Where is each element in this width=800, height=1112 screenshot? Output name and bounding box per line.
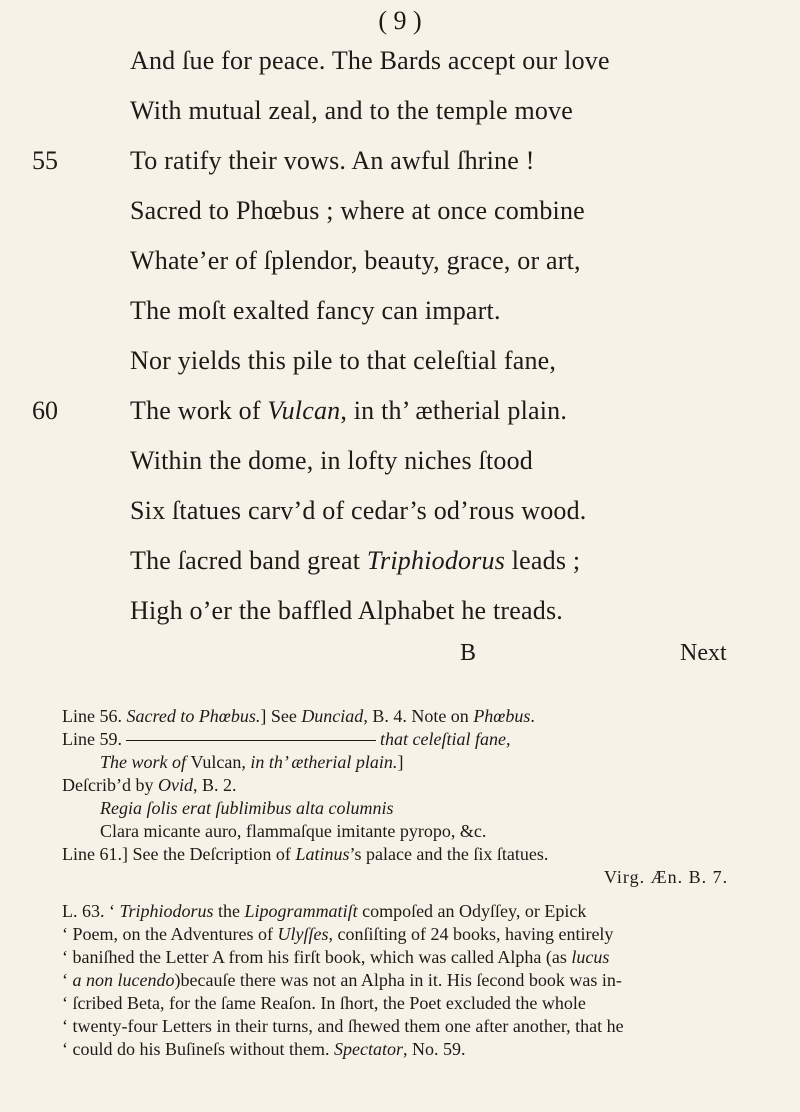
poem-line-9: Within the dome, in lofty niches ſtood [130,446,533,475]
poem-line-7: Nor yields this pile to that celeſtial fane, [130,346,557,375]
poem-line-3: To ratify their vows. An awful ſhrine ! [130,146,535,175]
note-63-line-4: ‘ a non lucendo)becauſe there was not an Alpha in it. His ſecond book was in- [62,970,622,990]
line-number-55: 55 [32,146,58,175]
note-ovid: Deſcrib’d by Ovid, B. 2. [62,775,237,795]
poem-line-2: With mutual zeal, and to the temple move [130,96,574,125]
poem-line-11: The ſacred band great Triphiodorus leads ; [130,546,581,575]
note-line-56: Line 56. Sacred to Phœbus.] See Dunciad, B. 4. Note on Phœbus. [62,706,535,726]
poem-line-12: High o’er the baffled Alphabet he treads. [130,596,563,625]
dash-rule [126,740,376,741]
note-63-line-2: ‘ Poem, on the Adventures of Ulyſſes, conſiſting of 24 books, having entirely [62,924,614,944]
note-63-line-3: ‘ baniſhed the Letter A from his firſt book, which was called Alpha (as lucus [62,947,610,967]
note-virgil-ref: Virg. Æn. B. 7. [604,867,729,887]
latin-quote-1: Regia ſolis erat ſublimibus alta columnis [100,798,394,818]
poem-line-5: Whate’er of ſplendor, beauty, grace, or art, [130,246,581,275]
poem-line-4: Sacred to Phœbus ; where at once combine [130,196,585,225]
poem-line-6: The moſt exalted fancy can impart. [130,296,501,325]
note-63-line-7: ‘ could do his Buſineſs without them. Spectator, No. 59. [62,1039,466,1059]
signature-mark: B [460,640,477,666]
catchword: Next [680,640,727,666]
note-63-line-5: ‘ ſcribed Beta, for the ſame Reaſon. In ſhort, the Poet excluded the whole [62,993,586,1013]
poem-line-10: Six ſtatues carv’d of cedar’s od’rous wood. [130,496,587,525]
poem-line-1: And ſue for peace. The Bards accept our love [130,46,610,75]
poem-line-8: The work of Vulcan, in th’ ætherial plain. [130,396,568,425]
note-line-61: Line 61.] See the Deſcription of Latinus’s palace and the ſix ſtatues. [62,844,549,864]
note-line-59: Line 59. that celeſtial fane, [62,729,511,749]
line-number-60: 60 [32,396,58,425]
note-63-line-6: ‘ twenty-four Letters in their turns, and ſhewed them one after another, that he [62,1016,624,1036]
latin-quote-2: Clara micante auro, flammaſque imitante pyropo, &c. [100,821,487,841]
page-number: ( 9 ) [378,6,422,35]
note-63-line-1: L. 63. ‘ Triphiodorus the Lipogrammatiſt compoſed an Odyſſey, or Epick [62,901,587,921]
note-line-59-cont: The work of Vulcan, in th’ ætherial plain.] [100,752,404,772]
